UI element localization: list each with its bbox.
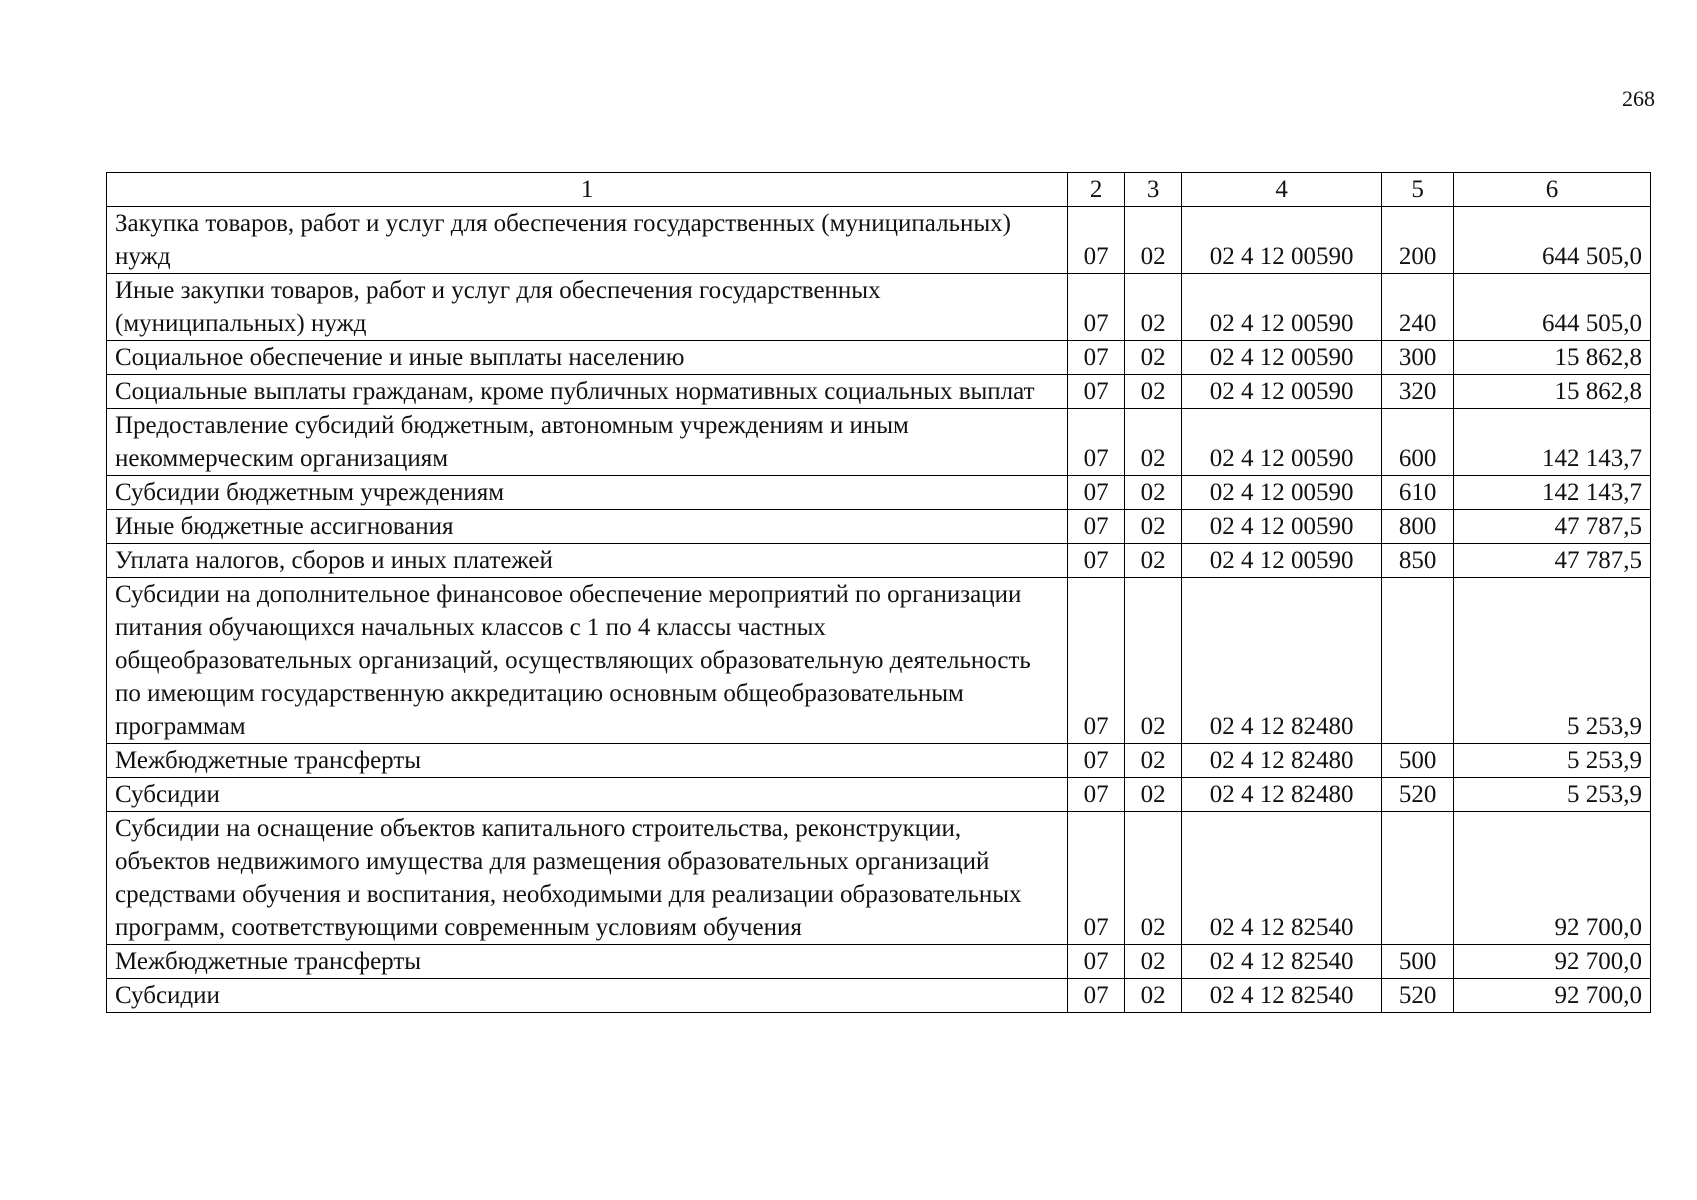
- row-description: Субсидии: [107, 778, 1068, 812]
- row-target-article: 02 4 12 00590: [1182, 207, 1382, 274]
- row-target-article: 02 4 12 82480: [1182, 578, 1382, 744]
- row-section: 07: [1068, 207, 1125, 274]
- row-amount: 47 787,5: [1454, 510, 1651, 544]
- row-subsection: 02: [1125, 945, 1182, 979]
- row-section: 07: [1068, 476, 1125, 510]
- table-row: [107, 544, 1651, 578]
- row-description: Иные закупки товаров, работ и услуг для обеспечения государственных (муниципальных) нужд: [107, 274, 1068, 341]
- row-section: 07: [1068, 274, 1125, 341]
- row-subsection: 02: [1125, 778, 1182, 812]
- row-subsection: 02: [1125, 578, 1182, 744]
- row-target-article: 02 4 12 82480: [1182, 778, 1382, 812]
- row-expense-type: 300: [1382, 341, 1454, 375]
- header-cell: 5: [1382, 173, 1454, 207]
- row-amount: 5 253,9: [1454, 578, 1651, 744]
- page-number: 268: [1622, 86, 1655, 111]
- table-row: [107, 578, 1651, 744]
- row-description: Межбюджетные трансферты: [107, 945, 1068, 979]
- row-expense-type: 850: [1382, 544, 1454, 578]
- row-description: Иные бюджетные ассигнования: [107, 510, 1068, 544]
- row-description: Субсидии на оснащение объектов капитального строительства, реконструкции, объектов недвижимого имущества для размещения образовательных организаций средствами обучения и воспитания, необходимыми для реализации образовательных программ, соответствующими современным условиям обучения: [107, 812, 1068, 945]
- row-description: Субсидии: [107, 979, 1068, 1013]
- table-row: [107, 510, 1651, 544]
- header-cell: 6: [1454, 173, 1651, 207]
- header-cell: 4: [1182, 173, 1382, 207]
- header-row: [107, 173, 1651, 207]
- table-row: [107, 476, 1651, 510]
- budget-table: [106, 172, 1651, 1013]
- row-expense-type: 520: [1382, 778, 1454, 812]
- row-description: Предоставление субсидий бюджетным, автономным учреждениям и иным некоммерческим организациям: [107, 409, 1068, 476]
- row-expense-type: 610: [1382, 476, 1454, 510]
- table-row: [107, 945, 1651, 979]
- row-section: 07: [1068, 744, 1125, 778]
- row-description: Закупка товаров, работ и услуг для обеспечения государственных (муниципальных) нужд: [107, 207, 1068, 274]
- row-description: Социальные выплаты гражданам, кроме публичных нормативных социальных выплат: [107, 375, 1068, 409]
- row-section: 07: [1068, 778, 1125, 812]
- row-amount: 142 143,7: [1454, 476, 1651, 510]
- row-section: 07: [1068, 544, 1125, 578]
- row-amount: 5 253,9: [1454, 744, 1651, 778]
- row-target-article: 02 4 12 82540: [1182, 945, 1382, 979]
- table-row: [107, 274, 1651, 341]
- row-target-article: 02 4 12 00590: [1182, 544, 1382, 578]
- row-amount: 15 862,8: [1454, 375, 1651, 409]
- row-expense-type: 500: [1382, 945, 1454, 979]
- row-amount: 92 700,0: [1454, 979, 1651, 1013]
- row-subsection: 02: [1125, 274, 1182, 341]
- row-expense-type: 520: [1382, 979, 1454, 1013]
- row-section: 07: [1068, 578, 1125, 744]
- row-amount: 47 787,5: [1454, 544, 1651, 578]
- table-row: [107, 409, 1651, 476]
- table-row: [107, 778, 1651, 812]
- row-expense-type: 500: [1382, 744, 1454, 778]
- row-expense-type: 320: [1382, 375, 1454, 409]
- row-amount: 644 505,0: [1454, 207, 1651, 274]
- row-amount: 644 505,0: [1454, 274, 1651, 341]
- row-subsection: 02: [1125, 341, 1182, 375]
- row-subsection: 02: [1125, 375, 1182, 409]
- table-row: [107, 979, 1651, 1013]
- row-expense-type: 200: [1382, 207, 1454, 274]
- row-subsection: 02: [1125, 744, 1182, 778]
- row-subsection: 02: [1125, 476, 1182, 510]
- row-section: 07: [1068, 341, 1125, 375]
- row-description: Субсидии бюджетным учреждениям: [107, 476, 1068, 510]
- row-amount: 92 700,0: [1454, 945, 1651, 979]
- table-body: [107, 207, 1651, 1013]
- row-subsection: 02: [1125, 812, 1182, 945]
- table-row: [107, 207, 1651, 274]
- row-target-article: 02 4 12 00590: [1182, 274, 1382, 341]
- table-row: [107, 812, 1651, 945]
- row-target-article: 02 4 12 00590: [1182, 341, 1382, 375]
- row-subsection: 02: [1125, 510, 1182, 544]
- row-subsection: 02: [1125, 409, 1182, 476]
- row-expense-type: [1382, 812, 1454, 945]
- row-expense-type: 600: [1382, 409, 1454, 476]
- row-section: 07: [1068, 409, 1125, 476]
- row-description: Субсидии на дополнительное финансовое обеспечение мероприятий по организации питания обучающихся начальных классов с 1 по 4 классы частных общеобразовательных организаций, осуществляющих образовательную деятельность по имеющим государственную аккредитацию основным общеобразовательным программам: [107, 578, 1068, 744]
- table-row: [107, 375, 1651, 409]
- row-section: 07: [1068, 945, 1125, 979]
- row-target-article: 02 4 12 00590: [1182, 375, 1382, 409]
- row-amount: 15 862,8: [1454, 341, 1651, 375]
- table-row: [107, 341, 1651, 375]
- row-section: 07: [1068, 979, 1125, 1013]
- row-subsection: 02: [1125, 207, 1182, 274]
- row-amount: 5 253,9: [1454, 778, 1651, 812]
- header-cell: 2: [1068, 173, 1125, 207]
- row-description: Межбюджетные трансферты: [107, 744, 1068, 778]
- table-row: [107, 744, 1651, 778]
- row-expense-type: [1382, 578, 1454, 744]
- row-description: Уплата налогов, сборов и иных платежей: [107, 544, 1068, 578]
- row-target-article: 02 4 12 00590: [1182, 409, 1382, 476]
- row-section: 07: [1068, 510, 1125, 544]
- header-cell: 3: [1125, 173, 1182, 207]
- row-subsection: 02: [1125, 544, 1182, 578]
- header-cell: 1: [107, 173, 1068, 207]
- row-target-article: 02 4 12 82540: [1182, 812, 1382, 945]
- row-target-article: 02 4 12 00590: [1182, 476, 1382, 510]
- row-expense-type: 240: [1382, 274, 1454, 341]
- row-section: 07: [1068, 375, 1125, 409]
- row-target-article: 02 4 12 82540: [1182, 979, 1382, 1013]
- row-expense-type: 800: [1382, 510, 1454, 544]
- row-subsection: 02: [1125, 979, 1182, 1013]
- row-target-article: 02 4 12 82480: [1182, 744, 1382, 778]
- row-amount: 92 700,0: [1454, 812, 1651, 945]
- row-description: Социальное обеспечение и иные выплаты населению: [107, 341, 1068, 375]
- row-section: 07: [1068, 812, 1125, 945]
- row-target-article: 02 4 12 00590: [1182, 510, 1382, 544]
- row-amount: 142 143,7: [1454, 409, 1651, 476]
